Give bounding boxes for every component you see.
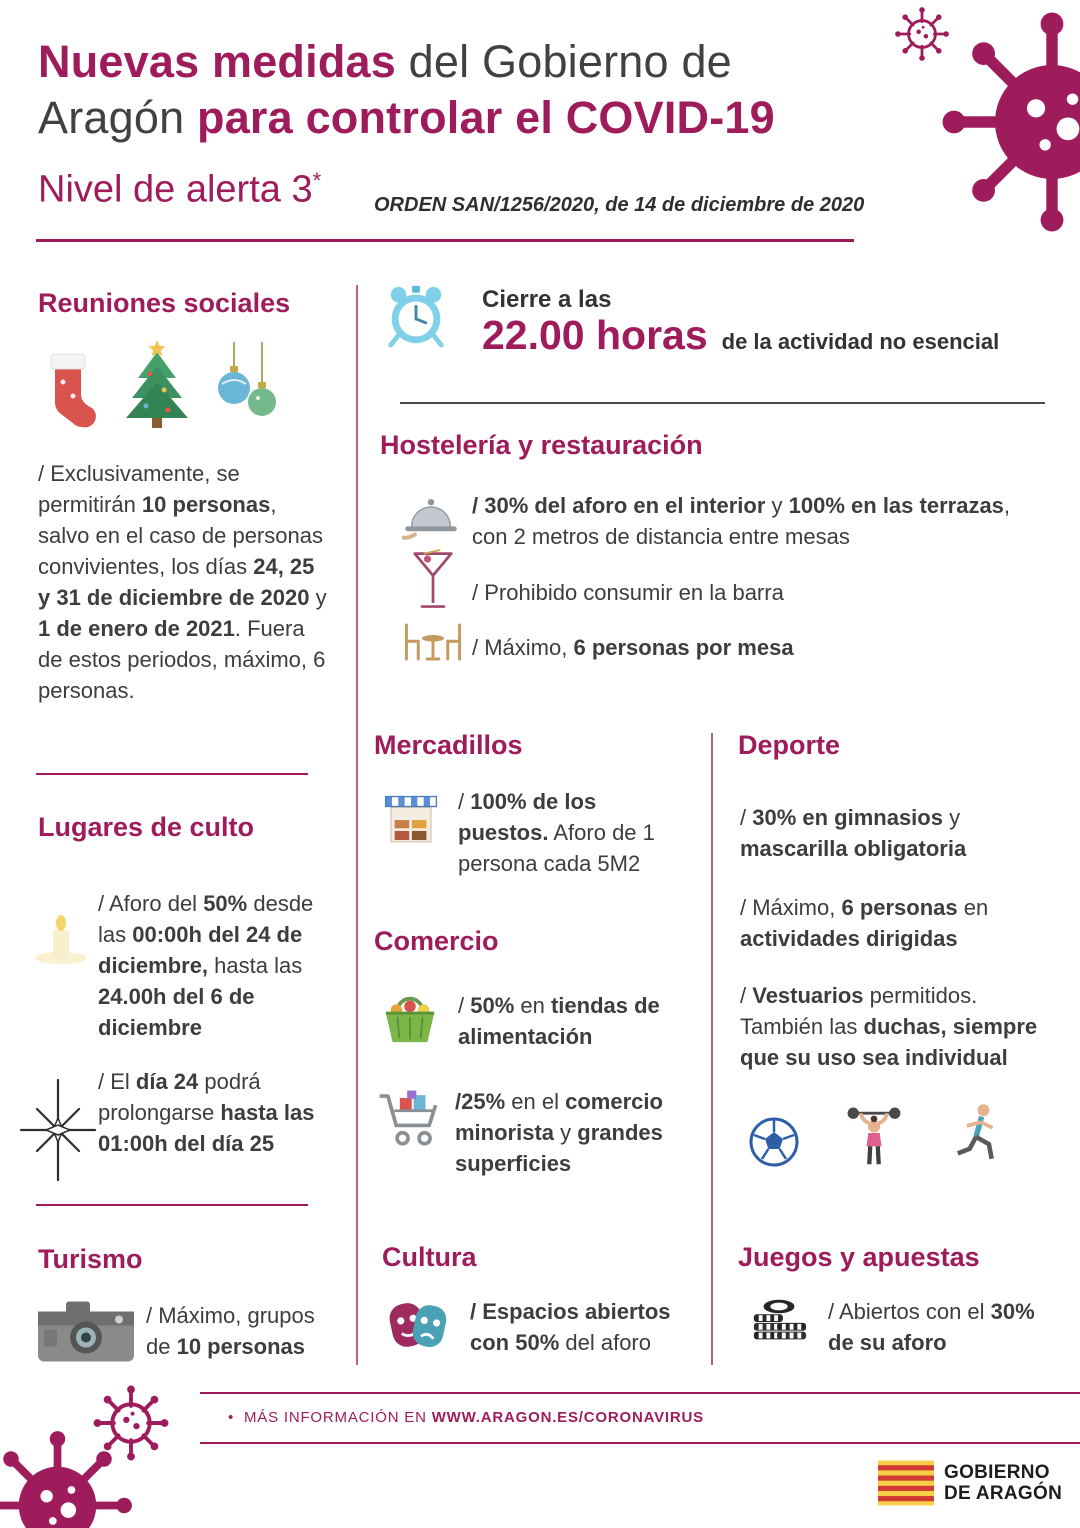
christmas-stocking-icon (38, 348, 100, 430)
cierre-divider (400, 402, 1045, 404)
column-divider (711, 733, 713, 1365)
christmas-ornaments-icon (214, 342, 280, 430)
deporte-item-2: / Máximo, 6 personas en actividades dirigidas (740, 895, 989, 951)
footer-divider-top (200, 1392, 1080, 1394)
virus-icon (0, 1428, 135, 1528)
section-heading-culto: Lugares de culto (38, 812, 255, 842)
title-line-1: Nuevas medidas del Gobierno de (38, 36, 732, 87)
alert-level (38, 168, 321, 212)
hosteleria-item-1: / 30% del aforo en el interior y 100% en las terrazas, con 2 metros de distancia entre mesas (472, 493, 1011, 549)
left-divider-1 (36, 773, 308, 775)
poker-chips-icon (750, 1292, 808, 1350)
title-line-2: Aragón para controlar el COVID-19 (38, 92, 775, 143)
theater-masks-icon (382, 1294, 454, 1356)
section-heading-cultura: Cultura (382, 1242, 477, 1272)
shopping-cart-icon (376, 1086, 442, 1152)
star-icon (15, 1078, 101, 1182)
header-divider (36, 239, 854, 242)
section-heading-turismo: Turismo (38, 1244, 143, 1274)
mercadillos-body: / 100% de los puestos. Aforo de 1 persona cada 5M2 (458, 789, 655, 876)
column-divider (356, 285, 358, 1365)
government-logo (878, 1460, 1062, 1506)
footer-divider-bottom (200, 1442, 1080, 1444)
reuniones-body: / Exclusivamente, se permitirán 10 personas, salvo en el caso de personas convivientes, los días 24, 25 y 31 de diciembre de 2020 y 1 de enero de 2021. Fuera de estos periodos, máximo, 6 personas. (38, 461, 327, 703)
hosteleria-item-2: / Prohibido consumir en la barra (472, 580, 784, 605)
footer-info-label: MÁS INFORMACIÓN EN (244, 1409, 432, 1426)
hosteleria-item-3: / Máximo, 6 personas por mesa (472, 635, 794, 660)
market-stall-icon (382, 792, 440, 850)
turismo-body: / Máximo, grupos de 10 personas (146, 1303, 315, 1359)
section-heading-reuniones: Reuniones sociales (38, 288, 291, 318)
section-heading-deporte: Deporte (738, 730, 841, 760)
footer-info (228, 1409, 704, 1426)
left-divider-2 (36, 1204, 308, 1206)
section-heading-hosteleria: Hostelería y restauración (380, 430, 703, 460)
serving-dish-icon (402, 494, 460, 541)
aragon-flag-icon (878, 1460, 934, 1506)
alert-asterisk: * (312, 168, 322, 193)
running-icon (948, 1102, 1006, 1168)
juegos-body: / Abiertos con el 30% de su aforo (828, 1299, 1035, 1355)
section-heading-juegos: Juegos y apuestas (738, 1242, 980, 1272)
government-name-line-2: DE ARAGÓN (944, 1483, 1063, 1504)
comercio-item-1: / 50% en tiendas de alimentación (458, 993, 660, 1049)
christmas-tree-icon (120, 338, 194, 430)
footer-info-url[interactable]: WWW.ARAGON.ES/CORONAVIRUS (431, 1409, 704, 1426)
virus-icon (938, 8, 1080, 236)
alert-level-text: Nivel de alerta 3 (38, 168, 313, 211)
culto-item-2: / El día 24 podrá prolongarse hasta las 01:00h del día 25 (98, 1069, 315, 1156)
government-name-line-1: GOBIERNO (944, 1462, 1050, 1483)
cocktail-icon (412, 548, 454, 614)
page-title (38, 34, 883, 146)
alarm-clock-icon (382, 282, 450, 350)
camera-icon (36, 1298, 136, 1364)
comercio-item-2: /25% en el comercio minorista y grandes superficies (455, 1089, 663, 1176)
grocery-basket-icon (378, 988, 442, 1046)
government-name (944, 1462, 1062, 1504)
sports-icons-row (748, 1100, 1006, 1168)
deporte-item-3: / Vestuarios permitidos. También las duchas, siempre que su uso sea individual (740, 983, 1038, 1070)
table-chairs-icon (402, 620, 464, 664)
candle-icon (26, 912, 96, 966)
section-heading-comercio: Comercio (374, 926, 499, 956)
cultura-body: / Espacios abiertos con 50% del aforo (470, 1299, 671, 1355)
culto-item-1: / Aforo del 50% desde las 00:00h del 24 de diciembre, hasta las 24.00h del 6 de diciembre (98, 891, 314, 1040)
closing-tail-text: de la actividad no esencial (721, 329, 1000, 354)
section-heading-mercadillos: Mercadillos (374, 730, 523, 760)
closing-lead-text: Cierre a las (482, 286, 612, 313)
deporte-item-1: / 30% en gimnasios y mascarilla obligatoria (740, 805, 967, 861)
footer-bullet: • (228, 1409, 235, 1426)
closing-time: 22.00 horas (482, 312, 708, 358)
order-reference: ORDEN SAN/1256/2020, de 14 de diciembre de 2020 (374, 194, 865, 216)
christmas-icons-row (38, 338, 280, 430)
soccer-ball-icon (748, 1116, 800, 1168)
weightlifting-icon (842, 1100, 906, 1168)
